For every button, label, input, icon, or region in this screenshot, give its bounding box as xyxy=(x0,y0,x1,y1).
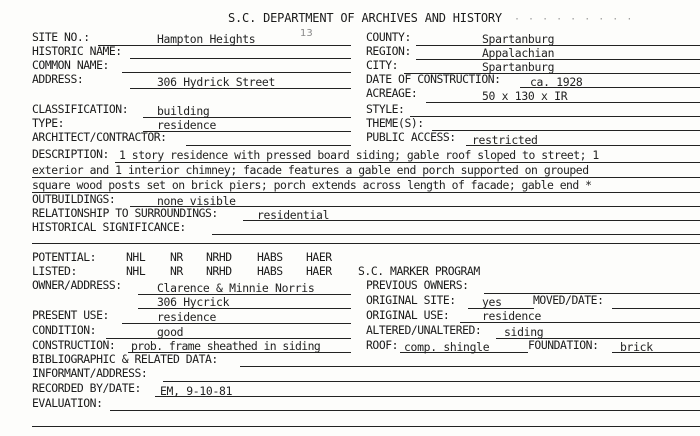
present-use-value: residence xyxy=(157,310,217,324)
original-site-value: yes xyxy=(482,295,502,309)
description-label: DESCRIPTION: xyxy=(32,147,109,161)
site-no-label: SITE NO.: xyxy=(32,30,90,44)
historical-significance-underline xyxy=(212,234,700,235)
foundation-value: brick xyxy=(620,340,653,354)
moved-date-underline xyxy=(612,308,700,309)
original-use-value: residence xyxy=(482,309,542,323)
classification-label: CLASSIFICATION: xyxy=(32,102,129,116)
relationship-value: residential xyxy=(257,208,330,222)
description-line-2: exterior and 1 interior chimney; facade features a gable end porch supported on grouped xyxy=(32,163,589,177)
style-label: STYLE: xyxy=(366,102,405,116)
architect-label: ARCHITECT/CONTRACTOR: xyxy=(32,130,167,144)
architect-underline xyxy=(186,145,351,146)
construction-value: prob. frame sheathed in siding xyxy=(131,339,321,353)
listed-nr: NR xyxy=(170,264,183,278)
outbuildings-value: none visible xyxy=(157,194,236,208)
condition-value: good xyxy=(157,325,184,339)
moved-date-label: MOVED/DATE: xyxy=(533,293,604,307)
evaluation-underline xyxy=(110,410,700,411)
owner-address-value-line-2: 306 Hycrick xyxy=(157,295,230,309)
listed-nhl: NHL xyxy=(126,264,146,278)
potential-nr: NR xyxy=(170,250,183,264)
themes-label: THEME(S): xyxy=(366,116,424,130)
condition-label: CONDITION: xyxy=(32,323,97,337)
listed-label: LISTED: xyxy=(32,264,77,278)
site-no-value: Hampton Heights xyxy=(157,32,256,46)
style-underline xyxy=(410,116,700,117)
address-value: 306 Hydrick Street xyxy=(157,75,276,89)
public-access-value: restricted xyxy=(472,133,538,147)
foundation-label: FOUNDATION: xyxy=(528,338,599,352)
potential-habs: HABS xyxy=(257,250,283,264)
classification-value: building xyxy=(157,104,210,118)
historic-name-label: HISTORIC NAME: xyxy=(32,44,122,58)
site-no-handwritten-mark: 13 xyxy=(300,28,313,39)
listed-habs: HABS xyxy=(257,264,283,278)
region-label: REGION: xyxy=(366,44,411,58)
description-line-1: 1 story residence with pressed board siding; gable roof sloped to street; 1 xyxy=(119,148,599,162)
historic-name-underline xyxy=(130,58,351,59)
listed-nrhd: NRHD xyxy=(206,264,232,278)
roof-value: comp. shingle xyxy=(404,340,490,354)
original-use-label: ORIGINAL USE: xyxy=(366,308,450,322)
potential-haer: HAER xyxy=(306,250,332,264)
historical-significance-underline-2 xyxy=(32,243,700,244)
header-dots: · · · · · · · · · xyxy=(514,14,634,25)
common-name-label: COMMON NAME: xyxy=(32,58,109,72)
evaluation-label: EVALUATION: xyxy=(32,396,103,410)
acreage-value: 50 x 130 x IR xyxy=(482,89,568,103)
informant-underline xyxy=(163,381,700,382)
region-underline xyxy=(416,59,700,60)
owner-address-underline-2 xyxy=(138,308,351,309)
address-label: ADDRESS: xyxy=(32,72,84,86)
city-label: CITY: xyxy=(366,58,399,72)
previous-owners-label: PREVIOUS OWNERS: xyxy=(366,278,469,292)
owner-address-label: OWNER/ADDRESS: xyxy=(32,278,122,292)
region-value: Appalachian xyxy=(482,46,555,60)
date-of-construction-value: ca. 1928 xyxy=(530,75,583,89)
type-label: TYPE: xyxy=(32,116,65,130)
historical-significance-label: HISTORICAL SIGNIFICANCE: xyxy=(32,220,186,234)
recorded-by-value: EM, 9-10-81 xyxy=(160,384,233,398)
bibliographic-underline xyxy=(240,366,700,367)
relationship-label: RELATIONSHIP TO SURROUNDINGS: xyxy=(32,206,218,220)
altered-label: ALTERED/UNALTERED: xyxy=(366,323,482,337)
description-underline-3 xyxy=(32,192,700,193)
informant-label: INFORMANT/ADDRESS: xyxy=(32,366,148,380)
outbuildings-label: OUTBUILDINGS: xyxy=(32,192,116,206)
original-site-label: ORIGINAL SITE: xyxy=(366,293,456,307)
date-of-construction-label: DATE OF CONSTRUCTION: xyxy=(366,72,501,86)
present-use-label: PRESENT USE: xyxy=(32,308,109,322)
themes-underline xyxy=(432,130,700,131)
bibliographic-label: BIBLIOGRAPHIC & RELATED DATA: xyxy=(32,352,218,366)
recorded-by-label: RECORDED BY/DATE: xyxy=(32,381,141,395)
type-value: residence xyxy=(157,118,217,132)
construction-label: CONSTRUCTION: xyxy=(32,338,116,352)
description-line-3: square wood posts set on brick piers; porch extends across length of facade; gable end * xyxy=(32,178,592,192)
form-bottom-rule xyxy=(32,426,700,427)
potential-nrhd: NRHD xyxy=(206,250,232,264)
listed-haer: HAER xyxy=(306,264,332,278)
altered-value: siding xyxy=(504,325,544,339)
county-label: COUNTY: xyxy=(366,30,411,44)
potential-label: POTENTIAL: xyxy=(32,250,97,264)
form-header-title: S.C. DEPARTMENT OF ARCHIVES AND HISTORY xyxy=(228,11,502,25)
recorded-by-underline xyxy=(155,396,700,397)
city-value: Spartanburg xyxy=(482,60,555,74)
potential-nhl: NHL xyxy=(126,250,146,264)
owner-address-value: Clarence & Minnie Norris xyxy=(157,281,315,295)
acreage-label: ACREAGE: xyxy=(366,86,418,100)
roof-label: ROOF: xyxy=(366,338,399,352)
county-value: Spartanburg xyxy=(482,32,555,46)
sc-marker-program-label: S.C. MARKER PROGRAM xyxy=(358,264,480,278)
public-access-label: PUBLIC ACCESS: xyxy=(366,130,456,144)
common-name-underline xyxy=(122,72,351,73)
county-underline xyxy=(416,45,700,46)
